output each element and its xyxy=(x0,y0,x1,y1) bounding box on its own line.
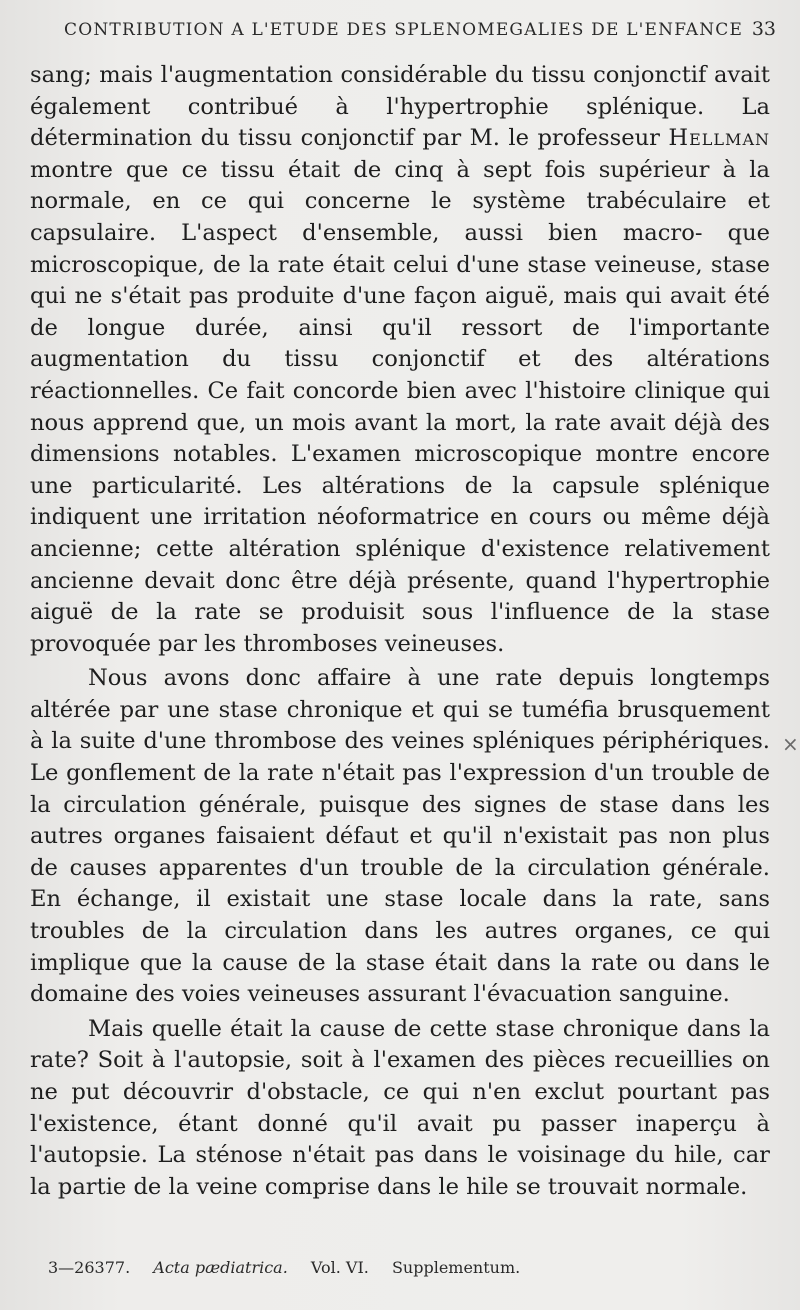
paragraph-1-text-before: sang; mais l'augmentation considérable du tissu conjonctif avait également contribué à l'hypertrophie splénique. La détermination du tissu conjonctif par M. le professeur xyxy=(30,62,770,152)
paragraph-1-text-after: montre que ce tissu était de cinq à sept fois supérieur à la normale, en ce qui concerne le système trabéculaire et capsulaire. L'aspect d'ensemble, aussi bien macro- que microscopique, de la rate était celui d'une stase veineuse, stase qui ne s'était pas produite d'une façon aiguë, mais qui avait été de longue durée, ainsi qu'il ressort de l'importante augmentation du tissu conjonctif et des altérations réactionnelles. Ce fait concorde bien avec l'histoire clinique qui nous apprend que, un mois avant la mort, la rate avait déjà des dimensions notables. L'examen microscopique montre encore une particularité. Les altérations de la capsule splénique indiquent une irritation néoformatrice en cours ou même déjà ancienne; cette altération splénique d'existence relativement ancienne devait donc être déjà présente, quand l'hypertrophie aiguë de la rate se produisit sous l'influence de la stase provoquée par les thromboses veineuses. xyxy=(30,156,770,657)
footer-signature: 3—26377. xyxy=(48,1258,131,1277)
footer-supplement: Supplementum. xyxy=(391,1258,521,1277)
page-number: 33 xyxy=(751,18,776,40)
running-title: CONTRIBUTION A L'ETUDE DES SPLENOMEGALIES DE L'ENFANCE xyxy=(64,20,744,40)
footer-journal: Acta pædiatrica. xyxy=(153,1258,288,1277)
paragraph-2: Nous avons donc affaire à une rate depuis longtemps altérée par une stase chronique et qui se tuméfia brusquement à la suite d'une thrombose des veines spléniques périphériques. Le gonflement de la rate n'était pas l'expression d'un trouble de la circulation générale, puisque des signes de stase dans les autres organes faisaient défaut et qu'il n'existait pas non plus de causes apparentes d'un trouble de la circulation générale. En échange, il existait une stase locale dans la rate, sans troubles de la circulation dans les autres organes, ce qui implique que la cause de la stase était dans la rate ou dans le domaine des voies veineuses assurant l'évacuation sanguine. xyxy=(30,665,770,1008)
margin-mark: × xyxy=(782,732,799,756)
running-header xyxy=(64,18,776,40)
paragraph-3: Mais quelle était la cause de cette stase chronique dans la rate? Soit à l'autopsie, soit à l'examen des pièces recueillies on ne put découvrir d'obstacle, ce qui n'en exclut pourtant pas l'existence, étant donné qu'il avait pu passer inaperçu à l'autopsie. La sténose n'était pas dans le voisinage du hile, car la partie de la veine comprise dans le hile se trouvait normale. xyxy=(30,1015,770,1200)
footer-volume: Vol. VI. xyxy=(310,1258,369,1277)
author-name-hellman: Hellman xyxy=(668,125,770,152)
page-footer xyxy=(48,1258,538,1277)
body-text xyxy=(30,60,770,1203)
paragraph-1 xyxy=(30,60,770,660)
